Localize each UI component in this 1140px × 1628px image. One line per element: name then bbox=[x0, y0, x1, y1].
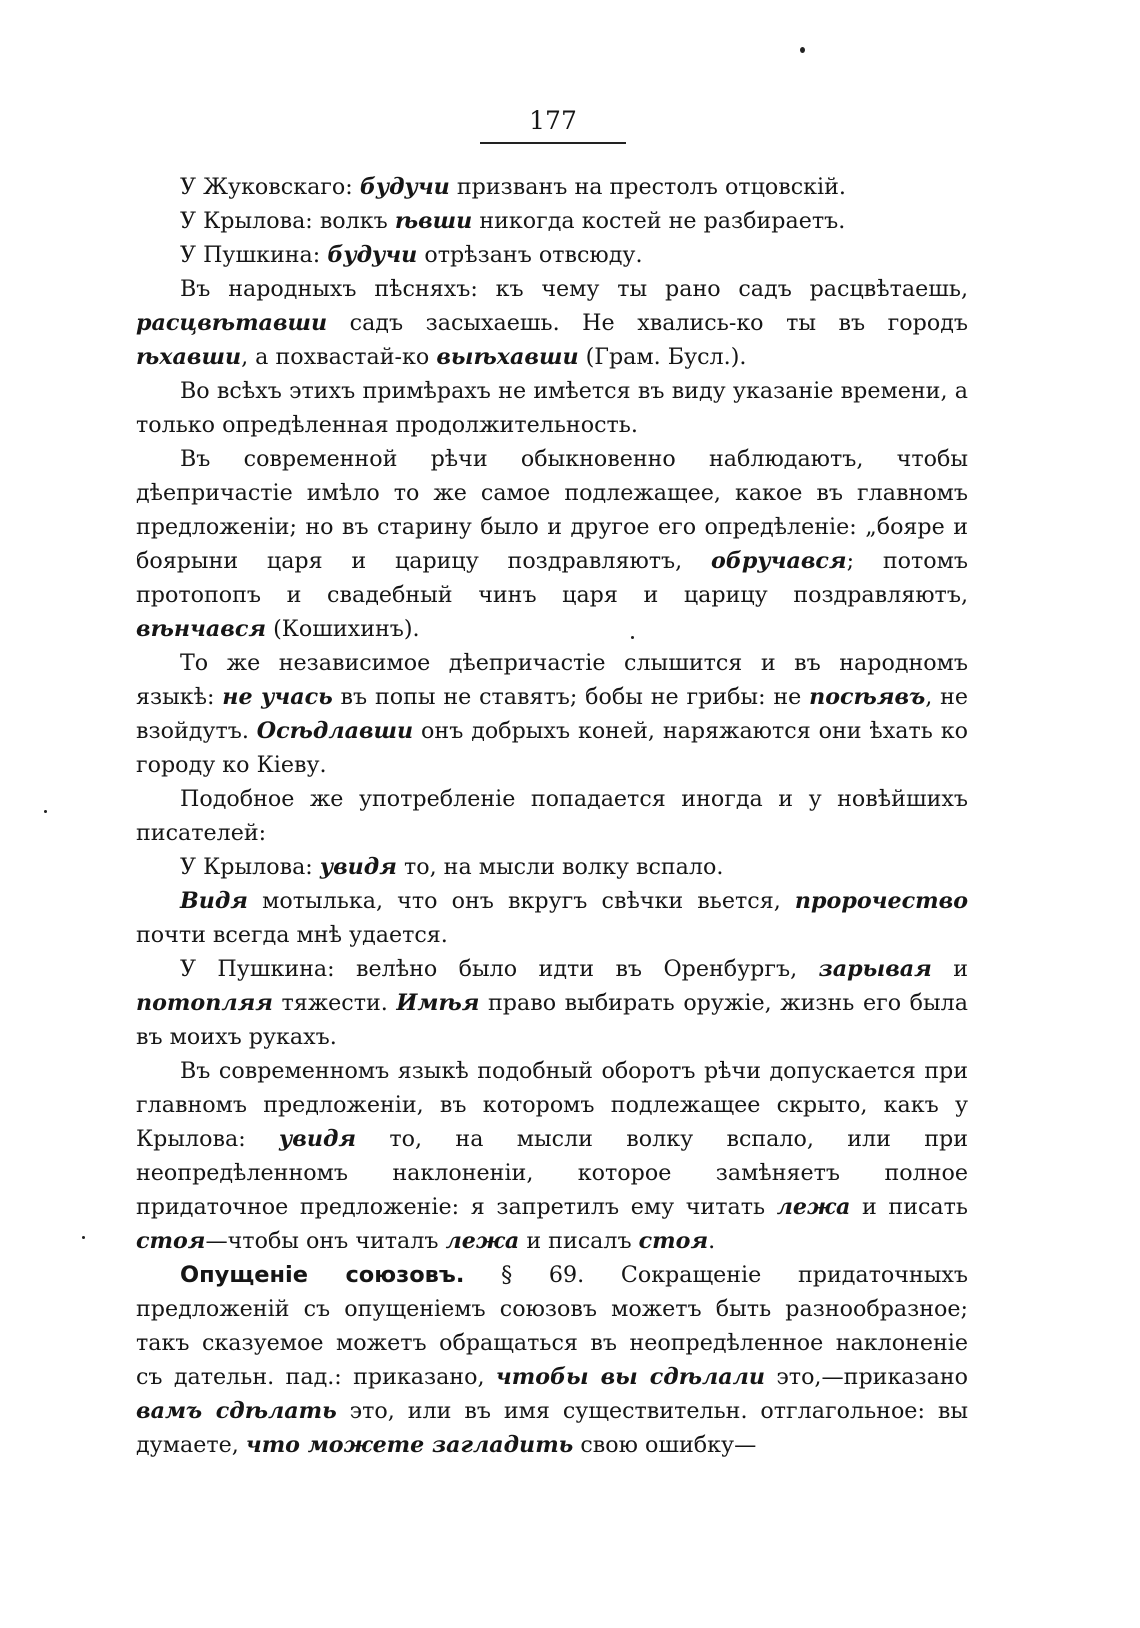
print-speck bbox=[44, 810, 47, 813]
text-segment: въ попы не ставятъ; бобы не грибы: не bbox=[332, 684, 810, 710]
emphasized-text: чтобы вы сдѣлали bbox=[495, 1364, 766, 1390]
text-segment: Въ современномъ языкѣ подобный оборотъ рѣчи допускается при главномъ предложеніи, въ которомъ подлежащее скрыто, какъ у Крылова: bbox=[136, 1058, 968, 1152]
example-vidya bbox=[136, 884, 968, 952]
text-segment: онъ добрыхъ коней, наряжаются они ѣхать ко городу ко Кіеву. bbox=[136, 718, 968, 778]
text-segment: У Крылова: волкъ bbox=[180, 208, 395, 234]
modern-language-paragraph bbox=[136, 1054, 968, 1258]
text-segment: свою ошибку— bbox=[573, 1432, 757, 1458]
section-heading: Опущеніе союзовъ. bbox=[180, 1262, 465, 1288]
emphasized-text: вамъ сдѣлать bbox=[136, 1398, 337, 1424]
emphasized-text: вѣнчався bbox=[136, 616, 267, 642]
text-segment: У Жуковскаго: bbox=[180, 174, 360, 200]
emphasized-text: будучи bbox=[327, 242, 418, 268]
newer-writers-paragraph bbox=[136, 782, 968, 850]
emphasized-text: пророчество bbox=[794, 888, 968, 914]
emphasized-text: потопляя bbox=[136, 990, 273, 1016]
emphasized-text: лежа bbox=[445, 1228, 520, 1254]
text-segment: призванъ на престолъ отцовскій. bbox=[449, 174, 846, 200]
emphasized-text: посѣявъ bbox=[809, 684, 926, 710]
example-pushkin bbox=[136, 238, 968, 272]
text-segment: У Крылова: bbox=[180, 854, 320, 880]
text-segment: У Пушкина: велѣно было идти въ Оренбургъ, bbox=[180, 956, 819, 982]
text-segment: Въ современной рѣчи обыкновенно наблюдаютъ, чтобы дѣепричастіе имѣло то же самое подлежащее, какое въ главномъ предложеніи; но въ старину было и другое его опредѣленіе: „бояре и боярыни царя и царицу поздравляютъ, bbox=[136, 446, 968, 574]
folk-songs-paragraph bbox=[136, 272, 968, 374]
page-number: 177 bbox=[529, 106, 577, 135]
text-segment: ; потомъ протопопъ и свадебный чинъ царя и царицу поздравляютъ, bbox=[136, 548, 968, 608]
examples-note-paragraph bbox=[136, 374, 968, 442]
emphasized-text: лежа bbox=[776, 1194, 851, 1220]
emphasized-text: ѣвши bbox=[394, 208, 473, 234]
emphasized-text: обручався bbox=[711, 548, 847, 574]
text-segment: У Пушкина: bbox=[180, 242, 328, 268]
text-segment: отрѣзанъ отвсюду. bbox=[417, 242, 643, 268]
text-segment: то, на мысли волку вспало, или при неопредѣленномъ наклоненіи, которое замѣняетъ полное придаточное предложеніе: я запретилъ ему читать bbox=[136, 1126, 969, 1220]
text-segment: —чтобы онъ читалъ bbox=[205, 1228, 446, 1254]
text-segment: , а похвастай-ко bbox=[241, 344, 437, 370]
print-speck bbox=[82, 1236, 85, 1239]
modern-speech-paragraph bbox=[136, 442, 968, 646]
print-speck bbox=[800, 47, 805, 53]
text-segment: тяжести. bbox=[272, 990, 397, 1016]
text-segment: Въ народныхъ пѣсняхъ: къ чему ты рано садъ расцвѣтаешь, bbox=[180, 276, 968, 302]
text-segment: садъ засыхаешь. Не хвались-ко ты въ городъ bbox=[327, 310, 968, 336]
emphasized-text: не учась bbox=[222, 684, 333, 710]
example-krylov bbox=[136, 204, 968, 238]
example-krylov-uvidya bbox=[136, 850, 968, 884]
section-69-paragraph bbox=[136, 1258, 968, 1462]
page-body bbox=[136, 170, 968, 1462]
text-segment: и bbox=[931, 956, 969, 982]
page-header bbox=[480, 104, 626, 144]
text-segment: § 69. Сокращеніе придаточныхъ предложеній съ опущеніемъ союзовъ можетъ быть разнообразное; такъ сказуемое можетъ обращаться въ неопредѣленное наклоненіе съ дательн. пад.: приказано, bbox=[136, 1262, 969, 1390]
text-segment: никогда костей не разбираетъ. bbox=[472, 208, 846, 234]
emphasized-text: Имѣя bbox=[396, 990, 480, 1016]
emphasized-text: Видя bbox=[180, 888, 248, 914]
example-pushkin-orenburg bbox=[136, 952, 968, 1054]
emphasized-text: выѣхавши bbox=[436, 344, 579, 370]
text-segment: это, или въ имя существительн. отглагольное: вы думаете, bbox=[136, 1398, 968, 1458]
text-segment: , не взойдутъ. bbox=[136, 684, 968, 744]
text-segment: мотылька, что онъ вкругъ свѣчки вьется, bbox=[247, 888, 795, 914]
emphasized-text: что можете загладить bbox=[245, 1432, 574, 1458]
emphasized-text: ѣхавши bbox=[136, 344, 242, 370]
text-segment: то, на мысли волку вспало. bbox=[396, 854, 724, 880]
emphasized-text: стоя bbox=[136, 1228, 206, 1254]
text-segment: и писать bbox=[850, 1194, 968, 1220]
text-segment: право выбирать оружіе, жизнь его была въ моихъ рукахъ. bbox=[136, 990, 968, 1050]
text-segment: (Кошихинъ). bbox=[266, 616, 420, 642]
text-segment: То же независимое дѣепричастіе слышится и въ народномъ языкѣ: bbox=[136, 650, 968, 710]
text-segment: . bbox=[708, 1228, 716, 1254]
folk-language-paragraph bbox=[136, 646, 968, 782]
text-segment: Во всѣхъ этихъ примѣрахъ не имѣется въ виду указаніе времени, а только опредѣленная продолжительность. bbox=[136, 378, 968, 438]
emphasized-text: расцвѣтавши bbox=[136, 310, 328, 336]
emphasized-text: будучи bbox=[359, 174, 450, 200]
text-segment: и писалъ bbox=[519, 1228, 639, 1254]
header-rule bbox=[480, 142, 626, 144]
emphasized-text: увидя bbox=[319, 854, 397, 880]
text-segment: (Грам. Бусл.). bbox=[578, 344, 747, 370]
emphasized-text: стоя bbox=[638, 1228, 709, 1254]
emphasized-text: Осѣдлавши bbox=[256, 718, 414, 744]
text-segment: Подобное же употребленіе попадается иногда и у новѣйшихъ писателей: bbox=[136, 786, 968, 846]
example-zhukovsky bbox=[136, 170, 968, 204]
emphasized-text: зарывая bbox=[818, 956, 932, 982]
text-segment: это,—приказано bbox=[765, 1364, 969, 1390]
emphasized-text: увидя bbox=[279, 1126, 357, 1152]
text-segment: почти всегда мнѣ удается. bbox=[136, 922, 448, 948]
